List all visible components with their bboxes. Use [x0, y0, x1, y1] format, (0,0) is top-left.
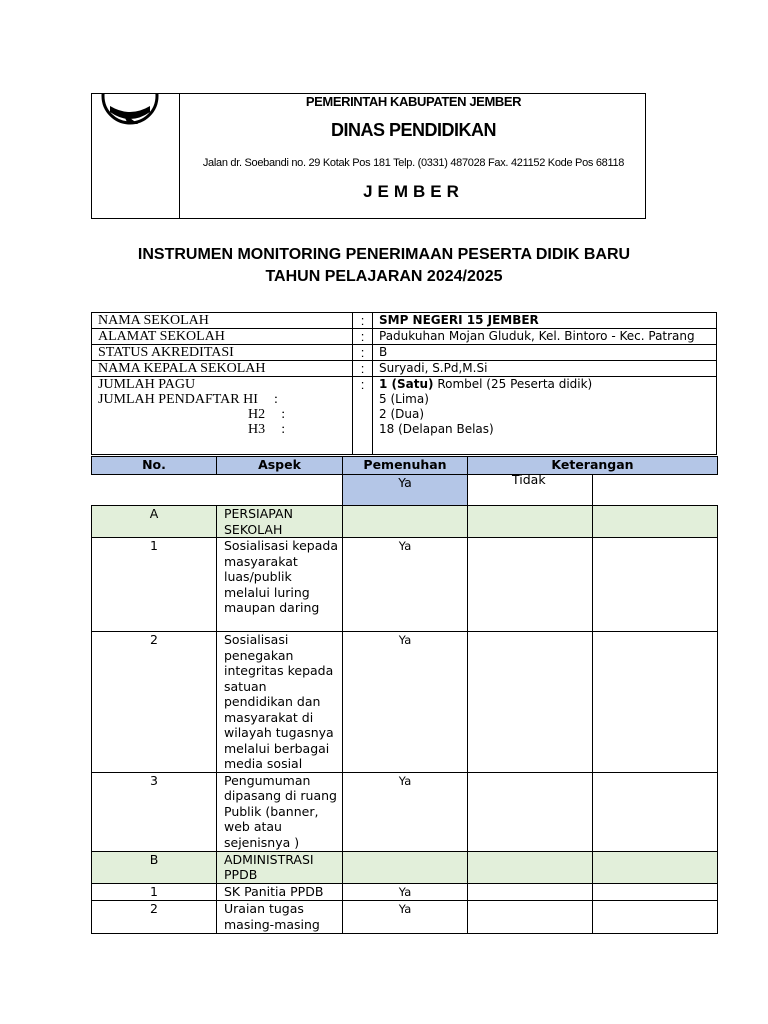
subheader-empty [593, 475, 718, 506]
cell-keterangan [593, 883, 718, 901]
letterhead-agency: DINAS PENDIDIKAN [330, 120, 496, 140]
cell-ya [343, 506, 468, 538]
cell-tidak [468, 851, 593, 883]
label-jumlah [92, 377, 353, 455]
label-status-akreditasi: STATUS AKREDITASI [92, 345, 353, 361]
letterhead-government: PEMERINTAH KABUPATEN JEMBER [305, 94, 522, 109]
identity-row-jumlah [92, 377, 717, 455]
label-jumlah-pagu: JUMLAH PAGU [98, 377, 196, 392]
table-subheader-row [92, 475, 718, 506]
label-jumlah-pendaftar-line [98, 392, 346, 407]
separator: : [353, 361, 373, 377]
cell-no: B [92, 851, 217, 883]
separator: : [281, 422, 286, 437]
cell-ya [343, 851, 468, 883]
separator: : [353, 345, 373, 361]
header-no: No. [92, 457, 217, 475]
identity-row-kepala [92, 361, 717, 377]
label-h2: H2 [248, 407, 266, 422]
subheader-tidak: Tidak [512, 472, 546, 487]
separator: : [353, 313, 373, 329]
value-jumlah-pagu-line [379, 377, 710, 392]
letterhead-address: Jalan dr. Soebandi no. 29 Kotak Pos 181 Telp. (0331) 487028 Fax. 421152 Kode Pos 68118 [202, 157, 625, 169]
letterhead [91, 93, 646, 219]
cell-no: 1 [92, 538, 217, 632]
cell-aspek: Pengumuman dipasang di ruang Publik (banner, web atau sejenisnya ) [217, 772, 343, 851]
subheader-tidak-cell [468, 472, 593, 506]
cell-tidak [468, 772, 593, 851]
section-row [92, 851, 718, 883]
document-title: INSTRUMEN MONITORING PENERIMAAN PESERTA DIDIK BARU [137, 246, 631, 263]
value-status-akreditasi: B [373, 345, 717, 361]
label-h3: H3 [248, 422, 266, 437]
cell-aspek: PERSIAPAN SEKOLAH [217, 506, 343, 538]
logo-cell [92, 94, 180, 218]
value-nama-sekolah: SMP NEGERI 15 JEMBER [373, 313, 717, 329]
monitoring-table [91, 456, 718, 934]
table-header-row [92, 457, 718, 475]
cell-tidak [468, 883, 593, 901]
table-row [92, 901, 718, 934]
cell-ya: Ya [343, 901, 468, 934]
cell-keterangan [593, 632, 718, 773]
cell-no: 1 [92, 883, 217, 901]
cell-aspek: ADMINISTRASI PPDB [217, 851, 343, 883]
cell-no: A [92, 506, 217, 538]
value-jumlah [373, 377, 717, 455]
section-row [92, 506, 718, 538]
cell-no: 3 [92, 772, 217, 851]
table-body [92, 506, 718, 934]
header-keterangan: Keterangan [468, 457, 718, 475]
value-jumlah-pagu-bold: 1 (Satu) [379, 377, 434, 391]
separator: : [281, 407, 286, 422]
cell-no: 2 [92, 901, 217, 934]
subheader-blank [92, 475, 343, 506]
table-row [92, 632, 718, 773]
cell-no: 2 [92, 632, 217, 773]
label-nama-kepala: NAMA KEPALA SEKOLAH [92, 361, 353, 377]
value-h1: 5 (Lima) [379, 392, 429, 406]
cell-ya: Ya [343, 772, 468, 851]
cell-ya: Ya [343, 632, 468, 773]
value-alamat-sekolah: Padukuhan Mojan Gluduk, Kel. Bintoro - Kec. Patrang [373, 329, 717, 345]
cell-aspek: Uraian tugas masing-masing [217, 901, 343, 934]
table-row [92, 538, 718, 632]
identity-row-akreditasi [92, 345, 717, 361]
cell-ya: Ya [343, 538, 468, 632]
separator: : [353, 377, 373, 455]
value-nama-kepala: Suryadi, S.Pd,M.Si [373, 361, 717, 377]
header-aspek: Aspek [217, 457, 343, 475]
government-logo [100, 94, 160, 126]
cell-tidak [468, 632, 593, 773]
cell-tidak [468, 506, 593, 538]
table-row [92, 883, 718, 901]
cell-keterangan [593, 772, 718, 851]
cell-aspek: Sosialisasi penegakan integritas kepada satuan pendidikan dan masyarakat di wilayah tugasnya melalui berbagai media sosial [217, 632, 343, 773]
value-h3: 18 (Delapan Belas) [379, 422, 494, 436]
value-h2: 2 (Dua) [379, 407, 425, 421]
cell-keterangan [593, 901, 718, 934]
letterhead-city: JEMBER [363, 182, 464, 201]
header-pemenuhan: Pemenuhan [343, 457, 468, 475]
cell-aspek: Sosialisasi kepada masyarakat luas/publik melalui luring maupan daring [217, 538, 343, 632]
cell-aspek: SK Panitia PPDB [217, 883, 343, 901]
label-alamat-sekolah: ALAMAT SEKOLAH [92, 329, 353, 345]
school-identity-table [91, 312, 717, 455]
separator: : [353, 329, 373, 345]
identity-row-alamat [92, 329, 717, 345]
identity-row-nama-sekolah [92, 313, 717, 329]
value-jumlah-pagu: Rombel (25 Peserta didik) [433, 377, 593, 391]
document-subtitle: TAHUN PELAJARAN 2024/2025 [265, 268, 503, 285]
cell-tidak [468, 538, 593, 632]
separator: : [274, 392, 278, 407]
label-h3-line [98, 422, 346, 437]
subheader-ya: Ya [343, 475, 468, 506]
cell-tidak [468, 901, 593, 934]
cell-keterangan [593, 538, 718, 632]
cell-keterangan [593, 506, 718, 538]
cell-keterangan [593, 851, 718, 883]
cell-ya: Ya [343, 883, 468, 901]
label-jumlah-pendaftar: JUMLAH PENDAFTAR HI [98, 392, 258, 407]
label-h2-line [98, 407, 346, 422]
table-row [92, 772, 718, 851]
label-nama-sekolah: NAMA SEKOLAH [92, 313, 353, 329]
